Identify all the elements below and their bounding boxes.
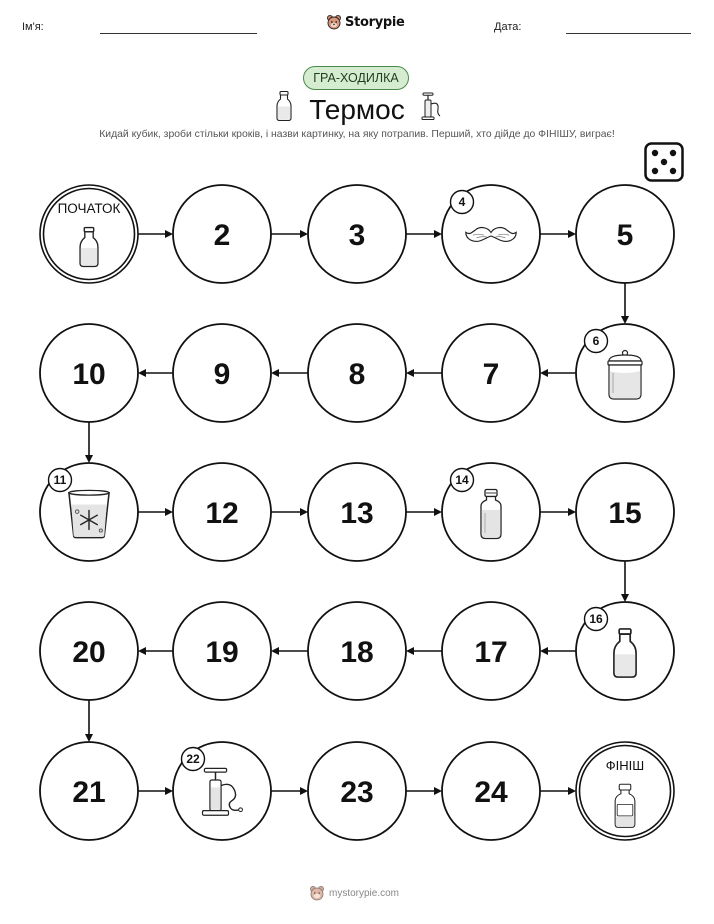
board-cell-number — [576, 463, 674, 561]
cell-number: 23 — [340, 776, 374, 809]
ice-water-glass-icon — [69, 490, 109, 537]
cell-label: ФІНІШ — [605, 758, 645, 773]
board-cell-number — [173, 602, 271, 700]
cell-number: 22 — [186, 752, 200, 767]
path-arrow — [540, 787, 576, 795]
board-cell-number — [173, 324, 271, 422]
board-cell-number — [308, 185, 406, 283]
board-cell-picture — [442, 463, 540, 561]
cell-number: 11 — [53, 473, 67, 488]
path-arrow — [271, 508, 308, 516]
board-cell-number — [40, 742, 138, 840]
cell-number: 12 — [205, 497, 239, 530]
path-arrow — [85, 700, 93, 742]
brand-name: Storypie — [345, 14, 405, 30]
cell-number: 5 — [616, 219, 634, 252]
board-cell-picture — [40, 463, 138, 561]
path-arrow — [540, 369, 576, 377]
path-arrow — [621, 283, 629, 324]
cell-number: 20 — [72, 636, 106, 669]
path-arrow — [406, 787, 442, 795]
instruction-text: Кидай кубик, зроби стільки кроків, і назви картинку, на яку потрапив. Перший, хто дійде до ФІНІШУ, виграє! — [99, 129, 615, 140]
path-arrow — [406, 230, 442, 238]
jar-icon — [608, 351, 642, 400]
board-cell-number — [442, 742, 540, 840]
path-arrow — [138, 787, 173, 795]
cell-number-badge — [585, 330, 608, 353]
path-arrow — [621, 561, 629, 602]
name-label: Ім'я: — [22, 21, 44, 33]
cell-number: 10 — [72, 358, 106, 391]
path-arrow — [271, 787, 308, 795]
cell-number: 17 — [474, 636, 508, 669]
path-arrow — [540, 508, 576, 516]
board-cell-number — [40, 602, 138, 700]
cell-number-badge — [585, 608, 608, 631]
board-cell-picture — [173, 742, 271, 840]
cell-number: 2 — [213, 219, 231, 252]
cell-number: 9 — [213, 358, 231, 391]
cell-label: ПОЧАТОК — [57, 201, 121, 216]
cell-number: 4 — [458, 195, 466, 210]
cell-number: 18 — [340, 636, 374, 669]
path-arrow — [540, 230, 576, 238]
cell-number: 3 — [348, 219, 366, 252]
cell-number: 19 — [205, 636, 239, 669]
path-arrow — [138, 369, 173, 377]
board-cell-number — [40, 324, 138, 422]
board-cell-finish — [576, 742, 674, 840]
footer — [309, 885, 399, 901]
cell-number: 15 — [608, 497, 642, 530]
board-cell-number — [173, 463, 271, 561]
path-arrow — [85, 422, 93, 463]
board-cell-number — [173, 185, 271, 283]
cell-number: 24 — [474, 776, 508, 809]
board-cell-picture — [576, 324, 674, 422]
cell-number: 21 — [72, 776, 106, 809]
board-cell-picture — [576, 602, 674, 700]
board-cell-number — [308, 602, 406, 700]
cell-number-badge — [451, 191, 474, 214]
board-cell-picture — [442, 185, 540, 283]
board-cell-number — [442, 324, 540, 422]
path-arrow — [271, 369, 308, 377]
path-arrow — [406, 369, 442, 377]
board-cell-start — [40, 185, 138, 283]
cell-number: 8 — [348, 358, 366, 391]
path-arrow — [271, 230, 308, 238]
cell-number: 14 — [455, 473, 469, 488]
footer-site[interactable]: mystorypie.com — [329, 887, 400, 899]
bear-icon — [309, 885, 325, 901]
board-cell-number — [576, 185, 674, 283]
cell-number-badge — [182, 748, 205, 771]
board-cell-number — [308, 463, 406, 561]
path-arrow — [138, 647, 173, 655]
cell-number-badge — [451, 469, 474, 492]
path-arrow — [138, 508, 173, 516]
game-type-badge: ГРА-ХОДИЛКА — [303, 66, 409, 90]
path-arrow — [406, 508, 442, 516]
board-cell-number — [308, 742, 406, 840]
board-cell-number — [308, 324, 406, 422]
page-title: Термос — [309, 94, 405, 125]
board-cell-number — [442, 602, 540, 700]
cell-number: 6 — [592, 334, 600, 349]
cell-number-badge — [49, 469, 72, 492]
date-label: Дата: — [494, 21, 522, 33]
cell-number: 13 — [340, 497, 374, 530]
path-arrow — [406, 647, 442, 655]
path-arrow — [540, 647, 576, 655]
cell-number: 16 — [589, 612, 603, 627]
path-arrow — [138, 230, 173, 238]
cell-number: 7 — [482, 358, 500, 391]
path-arrow — [271, 647, 308, 655]
